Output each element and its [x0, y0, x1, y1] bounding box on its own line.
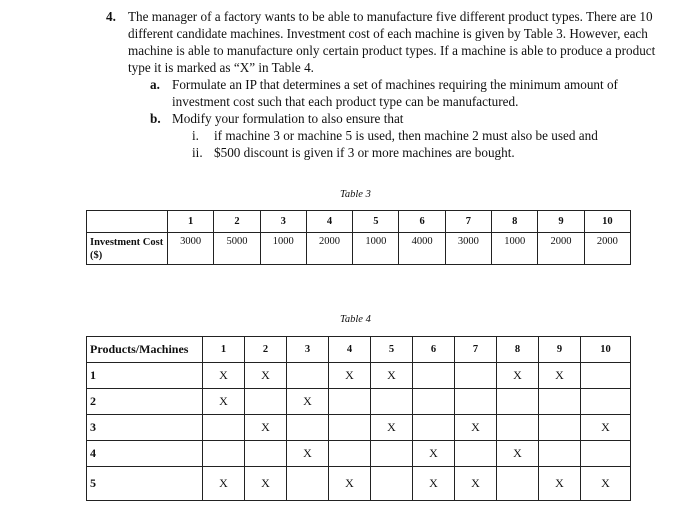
table4-cell [455, 389, 497, 415]
table4-cell [329, 389, 371, 415]
table4-cell [329, 415, 371, 441]
table4-machine-header: 5 [371, 337, 413, 363]
table4-cell: X [245, 415, 287, 441]
table4-caption: Table 4 [340, 314, 371, 325]
table4-cell: X [497, 441, 539, 467]
table4-product-label: 5 [87, 467, 203, 501]
table3-machine-header: 7 [445, 211, 491, 233]
table4-cell: X [371, 363, 413, 389]
table4-cell [287, 363, 329, 389]
item-ii [192, 144, 666, 161]
table3-machine-header: 3 [260, 211, 306, 233]
part-b [150, 110, 666, 127]
table4-cell: X [203, 467, 245, 501]
table4-cell: X [329, 363, 371, 389]
item-i [192, 127, 666, 144]
table4-cell [413, 363, 455, 389]
item-i-label: i. [192, 128, 199, 143]
table3-machine-header: 2 [214, 211, 260, 233]
problem-intro: The manager of a factory wants to be able to manufacture five different product types. There are 10 different candidate machines. Investment cost of each machine is given by Table 3. However, each machine is able to manufacture only certain product types. If a machine is able to produce a product type it is marked as “X” in Table 4. [128, 9, 656, 75]
table4-cell [329, 441, 371, 467]
table3-header-row [87, 211, 631, 233]
table4-cell: X [413, 467, 455, 501]
table4-cell [539, 415, 581, 441]
table4-product-label: 2 [87, 389, 203, 415]
table4-cell: X [581, 467, 631, 501]
table4-header-row [87, 337, 631, 363]
table3-cost-cell: 4000 [399, 233, 445, 265]
part-a [150, 76, 666, 110]
table4-product-row [87, 415, 631, 441]
table4-cell [581, 441, 631, 467]
table4-product-row [87, 389, 631, 415]
part-b-label: b. [150, 111, 161, 126]
table3-cost-cell: 1000 [260, 233, 306, 265]
table3-cost-cell: 2000 [306, 233, 352, 265]
table4-machine-header: 9 [539, 337, 581, 363]
problem-4 [106, 8, 666, 161]
table4-cell [287, 415, 329, 441]
table4-cell [413, 389, 455, 415]
table3-machine-header: 5 [353, 211, 399, 233]
table3-cost-cell: 5000 [214, 233, 260, 265]
table4-cell [539, 389, 581, 415]
table4-cell [371, 441, 413, 467]
table4-cell: X [287, 389, 329, 415]
table4-cell [245, 441, 287, 467]
table4-cell: X [203, 363, 245, 389]
table4-product-label: 1 [87, 363, 203, 389]
table4-corner-header: Products/Machines [87, 337, 203, 363]
table4-machine-header: 3 [287, 337, 329, 363]
table4-cell: X [371, 415, 413, 441]
table4-cell [497, 415, 539, 441]
table4-machine-header: 1 [203, 337, 245, 363]
table4-cell [371, 467, 413, 501]
item-i-text: if machine 3 or machine 5 is used, then machine 2 must also be used and [214, 128, 598, 143]
table4-cell [287, 467, 329, 501]
investment-cost-table [86, 210, 631, 265]
table4-cell: X [413, 441, 455, 467]
table4-machine-header: 10 [581, 337, 631, 363]
table3-machine-header: 1 [168, 211, 214, 233]
table4-cell: X [581, 415, 631, 441]
table3-caption: Table 3 [340, 189, 371, 200]
table4-machine-header: 6 [413, 337, 455, 363]
table4-cell: X [329, 467, 371, 501]
item-ii-text: $500 discount is given if 3 or more machines are bought. [214, 145, 515, 160]
table3-cost-cell: 2000 [538, 233, 584, 265]
table3-cost-cell: 2000 [584, 233, 630, 265]
table4-cell [371, 389, 413, 415]
table3-cost-cell: 1000 [353, 233, 399, 265]
table4-cell: X [245, 363, 287, 389]
table4-product-label: 4 [87, 441, 203, 467]
table4-cell: X [497, 363, 539, 389]
table3-cost-row [87, 233, 631, 265]
table4-cell [203, 415, 245, 441]
table3-cost-cell: 3000 [168, 233, 214, 265]
table4-cell [245, 389, 287, 415]
table3-cost-cell: 1000 [492, 233, 538, 265]
table4-product-row [87, 363, 631, 389]
table4-cell [497, 467, 539, 501]
product-machine-table [86, 336, 631, 501]
table4-cell [455, 441, 497, 467]
table4-cell: X [455, 467, 497, 501]
table4-cell: X [539, 467, 581, 501]
table3-cost-cell: 3000 [445, 233, 491, 265]
problem-number: 4. [106, 9, 116, 24]
table4-cell [497, 389, 539, 415]
table3-machine-header: 4 [306, 211, 352, 233]
table4-cell [455, 363, 497, 389]
table4-machine-header: 2 [245, 337, 287, 363]
table3-machine-header: 6 [399, 211, 445, 233]
table4-machine-header: 4 [329, 337, 371, 363]
table3-machine-header: 8 [492, 211, 538, 233]
table4-product-row [87, 467, 631, 501]
table4-cell: X [203, 389, 245, 415]
table4-cell [581, 389, 631, 415]
table4-cell: X [287, 441, 329, 467]
table4-machine-header: 7 [455, 337, 497, 363]
table4-cell [413, 415, 455, 441]
table3-machine-header: 10 [584, 211, 630, 233]
table4-product-label: 3 [87, 415, 203, 441]
item-ii-label: ii. [192, 145, 203, 160]
table4-machine-header: 8 [497, 337, 539, 363]
table4-cell [581, 363, 631, 389]
table4-cell: X [455, 415, 497, 441]
part-a-text: Formulate an IP that determines a set of machines requiring the minimum amount of investment cost such that each product type can be manufactured. [172, 77, 618, 109]
table3-machine-header: 9 [538, 211, 584, 233]
table4-cell: X [539, 363, 581, 389]
part-b-text: Modify your formulation to also ensure that [172, 111, 404, 126]
table4-product-row [87, 441, 631, 467]
table4-cell [539, 441, 581, 467]
table4-cell [203, 441, 245, 467]
part-a-label: a. [150, 77, 160, 92]
table4-cell: X [245, 467, 287, 501]
table3-row-label: Investment Cost ($) [87, 233, 168, 265]
table3-corner [87, 211, 168, 233]
